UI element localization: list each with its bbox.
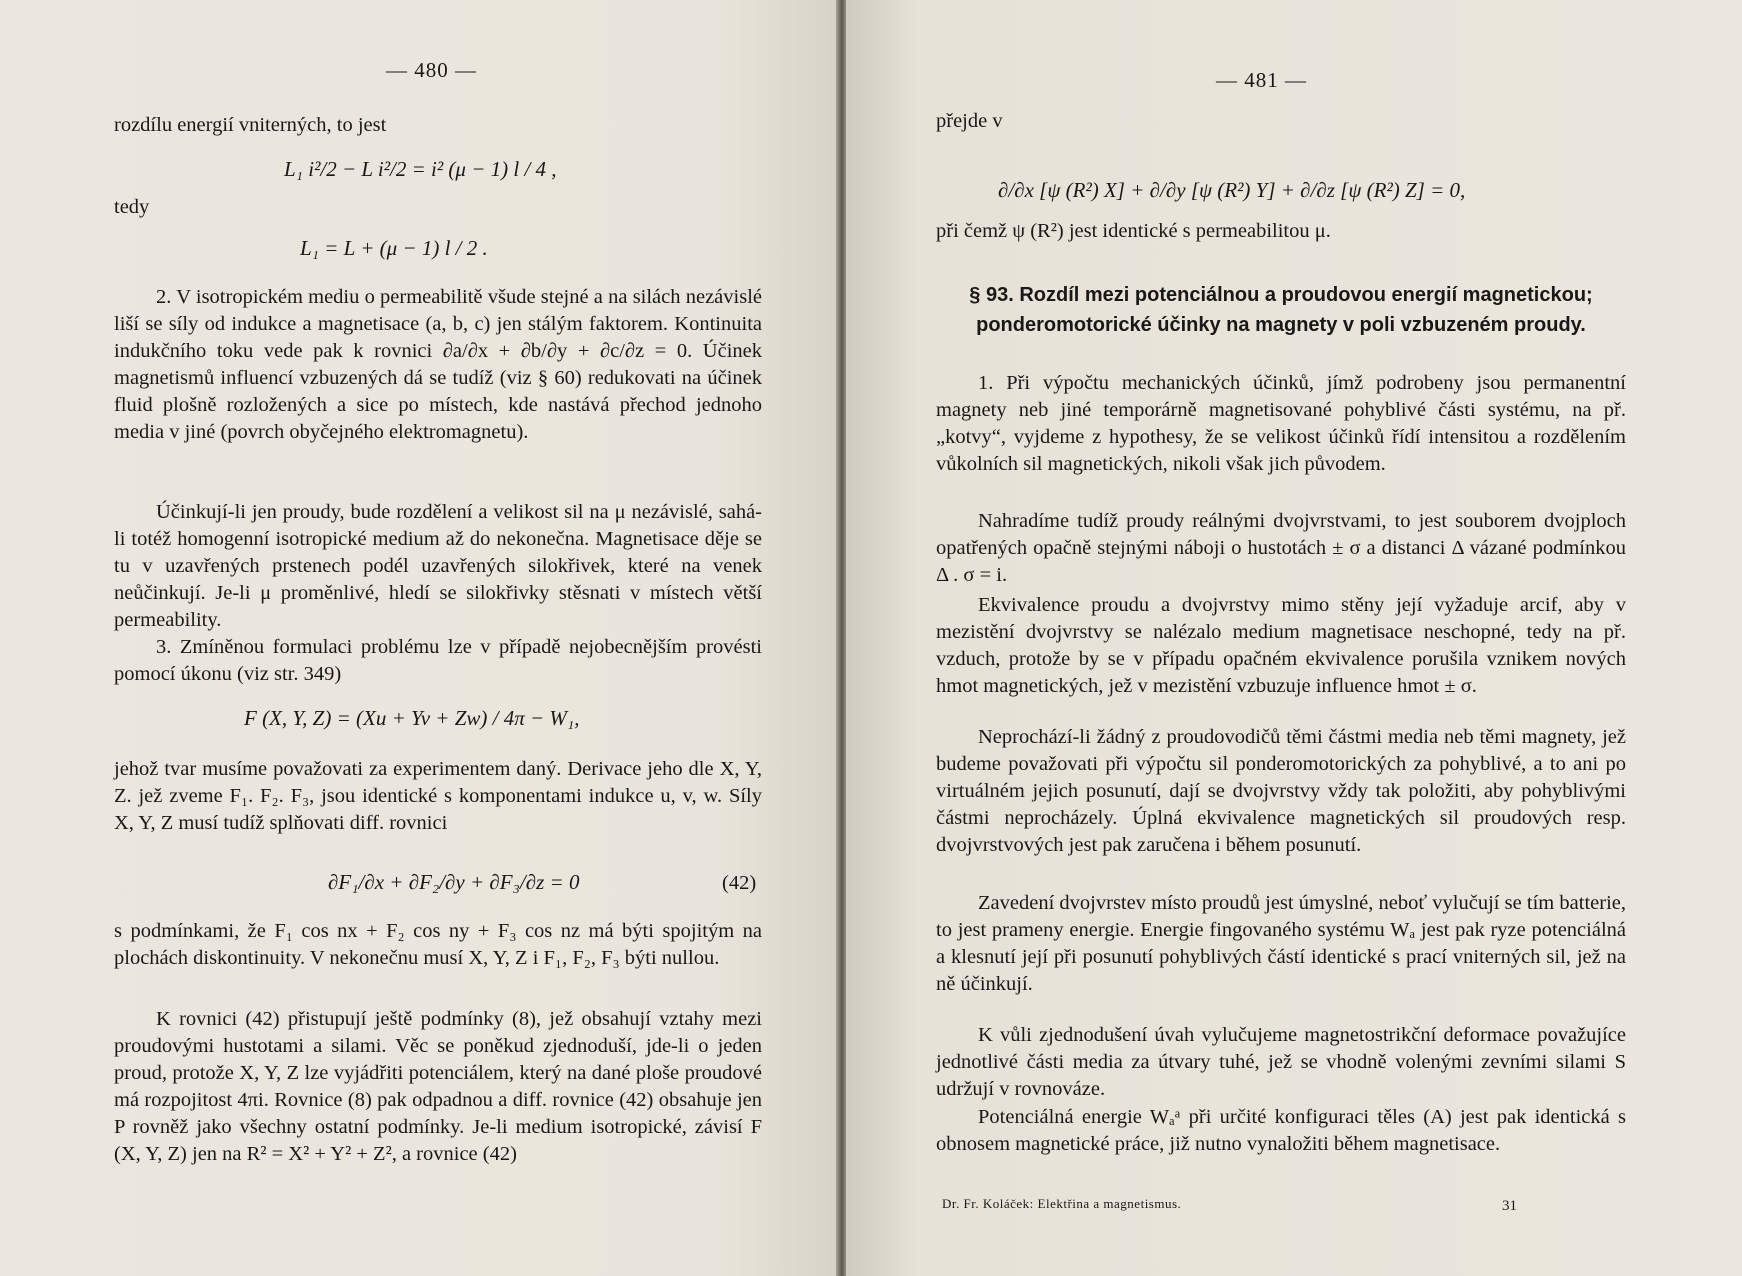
page-footer: Dr. Fr. Koláček: Elektřina a magnetismus. [942,1196,1182,1211]
intro-text: přejde v [936,110,1003,132]
intro-text: rozdílu energií vniterných, to jest [114,114,387,136]
paragraph-2: Nahradíme tudíž proudy reálnými dvojvrstvami, to jest souborem dvojploch opatřených opačně stejnými náboji o hustotách ± σ a distanci Δ vázané podmínkou Δ . σ = i. [936,510,1626,586]
paragraph-2: 2. V isotropickém mediu o permeabilitě všude stejné a na silách nezávislé liší se síly od indukce a magnetisace (a, b, c) jen stálým faktorem. Kontinuita indukčního toku vede pak k rovnici ∂a/∂x + ∂b/∂y + ∂c/∂z = 0. Účinek magnetismů influencí vzbuzených dá se tudíž (viz § 60) redukovati na účinek fluid plošně rozložených a sice po místech, kde nastává přechod jednoho media v jiné (povrch obyčejného elektromagnetu). [114,286,762,443]
intro-text-2: při čemž ψ (R²) jest identické s permeabilitou μ. [936,220,1331,242]
paragraph-3: Ekvivalence proudu a dvojvrstvy mimo stěny její vyžaduje arcif, aby v mezistění dvojvrstvy se nalézalo medium magnetisace neschopné, tedy na př. vzduch, protože by se v případu opačném ekvivalence porušila vznikem nových hmot magnetických, jež v mezistění vzbuzuje influence hmot ± σ. [936,594,1626,697]
section-heading: § 93. Rozdíl mezi potenciálnou a proudovou energií magnetickou; ponderomotorické účinky na magnety v poli vzbuzeném proudy. [969,284,1593,336]
paragraph-6: K vůli zjednodušení úvah vylučujeme magnetostrikční deformace považujíce jednotlivé části media za útvary tuhé, jež se vhodně volenými zevními silami S udržují v rovnováze. [936,1024,1626,1100]
paragraph-4: Neprochází-li žádný z proudovodičů těmi částmi media neb těmi magnety, jež budeme považovati při výpočtu sil ponderomotorických za pohyblivé, a to ani po virtuálném jejich posunutí, dají se dvojvrstvy vždy tak položiti, aby pohyblivými částmi neprocházely. Úplná ekvivalence magnetických sil proudových resp. dvojvrstvových jest pak zaručena i během posunutí. [936,726,1626,856]
page-number: — 480 — [386,58,477,82]
paragraph-5: Zavedení dvojvrstev místo proudů jest úmyslné, neboť vylučují se tím batterie, to jest prameny energie. Energie fingovaného systému Wₐ jest pak ryze potenciálná a klesnutí její při posunutí pohyblivých částí identické s prací vniterných sil, jež na ně účinkují. [936,892,1626,995]
paragraph-7: Potenciálná energie Wₐᵃ při určité konfiguraci těles (A) jest pak identická s obnosem magnetické práce, již nutno vynaložiti během magnetisace. [936,1106,1626,1155]
paragraph-4: K rovnici (42) přistupují ještě podmínky (8), jež obsahují vztahy mezi proudovými hustotami a silami. Věc se poněkud zjednoduší, jde-li o jeden proud, protože X, Y, Z lze vyjádřiti potenciálem, který na dané ploše proudové má rozpojitost 4πi. Rovnice (8) pak odpadnou a diff. rovnice (42) obsahuje jen P rovněž jako všechny ostatní podmínky. Je-li medium isotropické, závisí F (X, Y, Z) jen na R² = X² + Y² + Z², a rovnice (42) [114,1008,762,1165]
left-page [0,0,838,1276]
equation-42: ∂F₁/∂x + ∂F₂/∂y + ∂F₃/∂z = 0 [328,870,580,894]
paragraph-1: 1. Při výpočtu mechanických účinků, jímž podrobeny jsou permanentní magnety neb jiné temporárně magnetisované pohyblivé části systému, na př. „kotvy“, vyjdeme z hypothesy, že se velikost účinků řídí intensitou a rozdělením vůkolních sil magnetických, nikoli však jich původem. [936,372,1626,475]
signature-mark: 31 [1502,1198,1517,1214]
equation: F (X, Y, Z) = (Xu + Yv + Zw) / 4π − W₁, [244,706,580,730]
paragraph-3c: s podmínkami, že F₁ cos nx + F₂ cos ny + F₃ cos nz má býti spojitým na plochách diskontinuity. V nekonečnu musí X, Y, Z i F₁, F₂, F₃ býti nullou. [114,920,762,969]
text-tedy: tedy [114,196,150,218]
equation: L₁ = L + (μ − 1) l / 2 . [300,236,488,260]
paragraph-2b: Účinkují-li jen proudy, bude rozdělení a velikost sil na μ nezávislé, sahá-li totéž homogenní isotropické medium až do nekonečna. Magnetisace děje se tu v uzavřených prstenech podél uzavřených silokřivek, které na venek neůčinkují. Je-li μ proměnlivé, hledí se silokřivky stěsnati v místech větší permeability. [114,501,762,631]
paragraph-3: 3. Zmíněnou formulaci problému lze v případě nejobecnějším provésti pomocí úkonu (viz str. 349) [114,636,762,685]
equation: ∂/∂x [ψ (R²) X] + ∂/∂y [ψ (R²) Y] + ∂/∂z [ψ (R²) Z] = 0, [998,178,1466,202]
equation-number: (42) [722,872,757,894]
paragraph-3b: jehož tvar musíme považovati za experimentem daný. Derivace jeho dle X, Y, Z. jež zveme F₁. F₂. F₃, jsou identické s komponentami indukce u, v, w. Síly X, Y, Z musí tudíž splňovati diff. rovnici [114,758,762,834]
page-number: — 481 — [1216,68,1307,92]
equation: L₁ i²/2 − L i²/2 = i² (μ − 1) l / 4 , [284,157,557,181]
right-page [846,0,1742,1276]
